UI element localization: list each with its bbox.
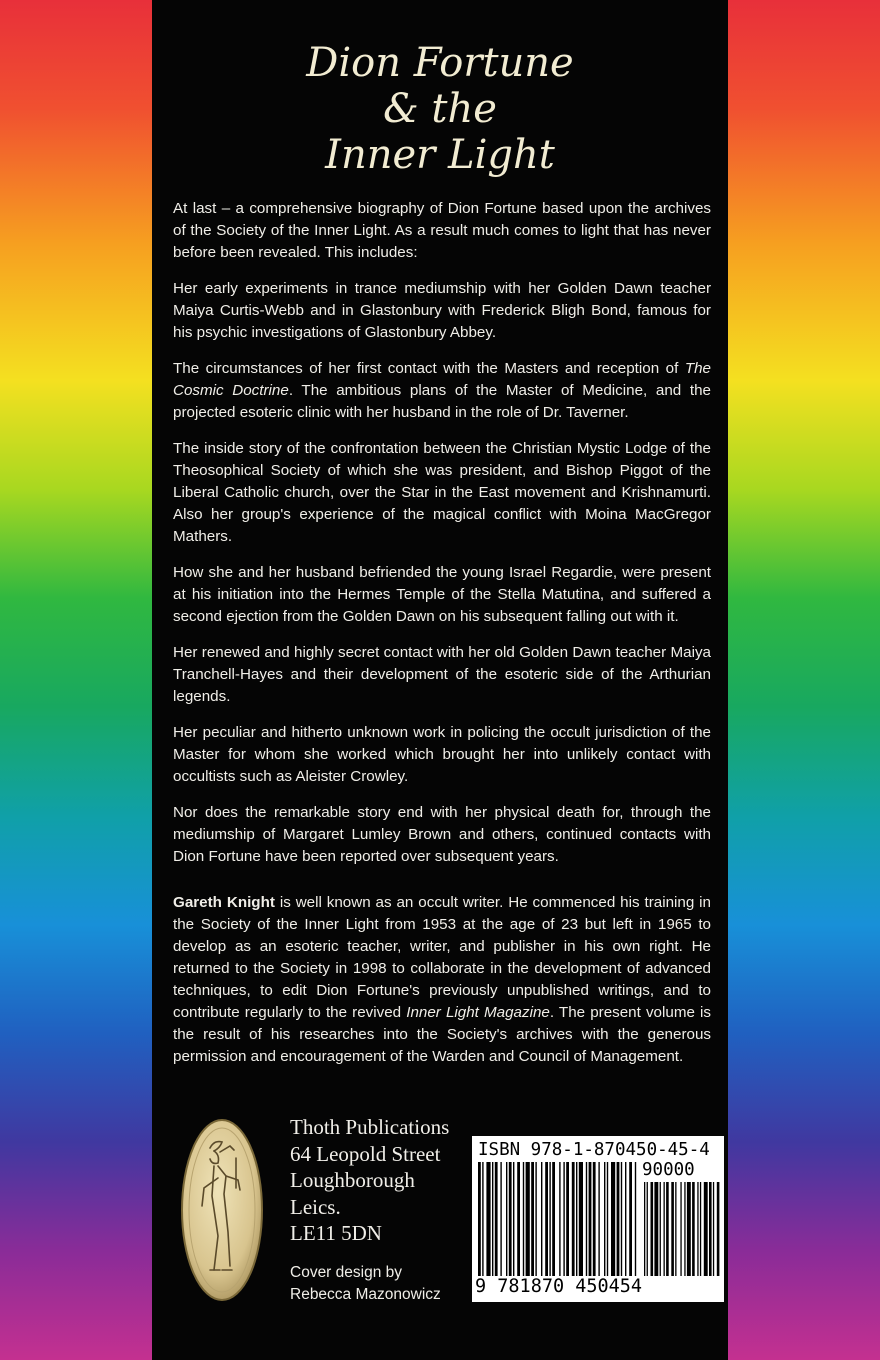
addon-bar: [680, 1182, 681, 1276]
addon-bar: [644, 1182, 645, 1276]
barcode-bar: [629, 1162, 632, 1276]
blurb-paragraph-mediumship: Her early experiments in trance mediumship with her Golden Dawn teacher Maiya Curtis-Webb and in Glastonbury with Frederick Bligh Bond, famous for his psychic investigations of Glastonbury Abbey.: [173, 280, 711, 341]
barcode-bar: [589, 1162, 592, 1276]
publisher-town: Loughborough: [290, 1168, 415, 1192]
publisher-county: Leics.: [290, 1194, 341, 1219]
blurb-paragraph-cosmic-doctrine: [173, 358, 711, 424]
blurb-paragraph-death: Nor does the remarkable story end with her physical death for, through the mediumship of Margaret Lumley Brown and others, continued contacts with Dion Fortune have been reported over subsequent years.: [173, 804, 711, 865]
blurb-paragraph-crowley: Her peculiar and hitherto unknown work in policing the occult jurisdiction of the Master for whom she worked which brought her into unlikely contact with occultists such as Aleister Crowley.: [173, 724, 711, 785]
barcode-bar: [478, 1162, 481, 1276]
thoth-medallion-icon: [180, 1118, 264, 1302]
barcode-bar: [552, 1162, 555, 1276]
barcode-bar: [492, 1162, 493, 1276]
barcode-bar: [545, 1162, 548, 1276]
title-line-2: & the: [383, 86, 497, 132]
barcode-bar: [541, 1162, 542, 1276]
blurb: [173, 198, 711, 1082]
addon-bar: [684, 1182, 685, 1276]
title-line-1: Dion Fortune: [306, 40, 574, 86]
author-bio-part2: . The present volume is the result of his researches into the Society's archives with the generous permission and encouragement of the Warden and Council of Management.: [173, 1004, 711, 1065]
publisher-street: 64 Leopold Street: [290, 1141, 441, 1166]
barcode-bar: [617, 1162, 620, 1276]
back-cover-panel: [152, 0, 728, 1360]
isbn-label: ISBN 978-1-870450-45-4: [478, 1140, 710, 1160]
barcode-bar: [482, 1162, 483, 1276]
blurb-paragraph-arthurian: Her renewed and highly secret contact with her old Golden Dawn teacher Maiya Tranchell-Hayes and their development of the esoteric side of the Arthurian legends.: [173, 644, 711, 705]
addon-bar: [704, 1182, 708, 1276]
publisher-address: [290, 1114, 449, 1247]
book-title: [152, 40, 728, 178]
addon-bar: [666, 1182, 669, 1276]
addon-bar: [654, 1182, 658, 1276]
barcode-bar: [635, 1162, 636, 1276]
cover-credit: [290, 1262, 441, 1306]
title-line-3: Inner Light: [325, 132, 555, 178]
addon-bar: [717, 1182, 720, 1276]
barcode-bar: [531, 1162, 534, 1276]
addon-bar: [700, 1182, 701, 1276]
barcode-bar: [625, 1162, 626, 1276]
cosmic-text-before: The circumstances of her first contact with the Masters and reception of: [173, 360, 685, 377]
barcode-bar: [563, 1162, 564, 1276]
blurb-paragraph-intro: At last – a comprehensive biography of Dion Fortune based upon the archives of the Society of the Inner Light. As a result much comes to light that has never before been revealed. This includes:: [173, 200, 711, 261]
addon-bar: [687, 1182, 691, 1276]
addon-bar: [675, 1182, 676, 1276]
ean-digits: 9 781870 450454: [475, 1276, 643, 1297]
barcode-bar: [535, 1162, 536, 1276]
addon-bar: [647, 1182, 648, 1276]
author-bio-part1: is well known as an occult writer. He commenced his training in the Society of the Inner Light from 1953 at the age of 23 but left in 1965 to develop as an esoteric teacher, writer, and publisher in his own right. He returned to the Society in 1998 to collaborate in the development of advanced techniques, to edit Dion Fortune's previously unpublished writings, and to contribute regularly to the revived: [173, 894, 712, 1021]
publisher-name: Thoth Publications: [290, 1115, 450, 1139]
blurb-paragraph-regardie: How she and her husband befriended the young Israel Regardie, were present at his initiation into the Hermes Temple of the Stella Matutina, and suffered a second ejection from the Golden Dawn on his subsequent falling out with it.: [173, 564, 711, 625]
cosmic-doctrine-title: The Cosmic Doctrine: [173, 360, 711, 399]
isbn-barcode: [472, 1136, 724, 1302]
magazine-title: Inner Light Magazine: [406, 1004, 550, 1021]
barcode-bar: [598, 1162, 599, 1276]
barcode-bar: [566, 1162, 569, 1276]
barcode-bar: [559, 1162, 560, 1276]
addon-bar: [664, 1182, 665, 1276]
barcode-bar: [604, 1162, 605, 1276]
addon-bar: [651, 1182, 654, 1276]
credit-line-1: Cover design by: [290, 1264, 403, 1281]
barcode-bar: [523, 1162, 524, 1276]
addon-bar: [709, 1182, 712, 1276]
addon-bar: [671, 1182, 674, 1276]
barcode-bar: [500, 1162, 501, 1276]
barcode-bar: [586, 1162, 587, 1276]
barcode-bar: [621, 1162, 622, 1276]
barcode-bar: [549, 1162, 550, 1276]
barcode-bar: [517, 1162, 520, 1276]
cosmic-text-after: . The ambitious plans of the Master of Medicine, and the projected esoteric clinic with her husband in the role of Dr. Taverner.: [173, 382, 711, 421]
addon-bar: [713, 1182, 714, 1276]
author-bio: [173, 892, 711, 1068]
credit-line-2: Rebecca Mazonowicz: [290, 1286, 441, 1303]
blurb-paragraph-theosophical: The inside story of the confrontation between the Christian Mystic Lodge of the Theosophical Society of which she was president, and Bishop Piggot of the Liberal Catholic church, over the Star in the East movement and Krishnamurti. Also her group's experience of the magical conflict with Moina MacGregor Mathers.: [173, 440, 711, 545]
barcode-bar: [593, 1162, 596, 1276]
barcode-bar: [506, 1162, 507, 1276]
barcode-bar: [576, 1162, 577, 1276]
publisher-postcode: LE11 5DN: [290, 1221, 382, 1245]
barcode-bar: [611, 1162, 615, 1276]
price-code: 90000: [642, 1160, 695, 1180]
barcode-bar: [509, 1162, 512, 1276]
barcode-bar: [526, 1162, 530, 1276]
barcode-bar: [607, 1162, 608, 1276]
barcode-bar: [579, 1162, 583, 1276]
addon-bar: [697, 1182, 698, 1276]
addon-bar: [692, 1182, 695, 1276]
barcode-bar: [572, 1162, 575, 1276]
addon-bar: [660, 1182, 661, 1276]
barcode-bar: [513, 1162, 514, 1276]
barcode-bar: [495, 1162, 498, 1276]
author-name: Gareth Knight: [173, 894, 275, 911]
barcode-bar: [486, 1162, 490, 1276]
